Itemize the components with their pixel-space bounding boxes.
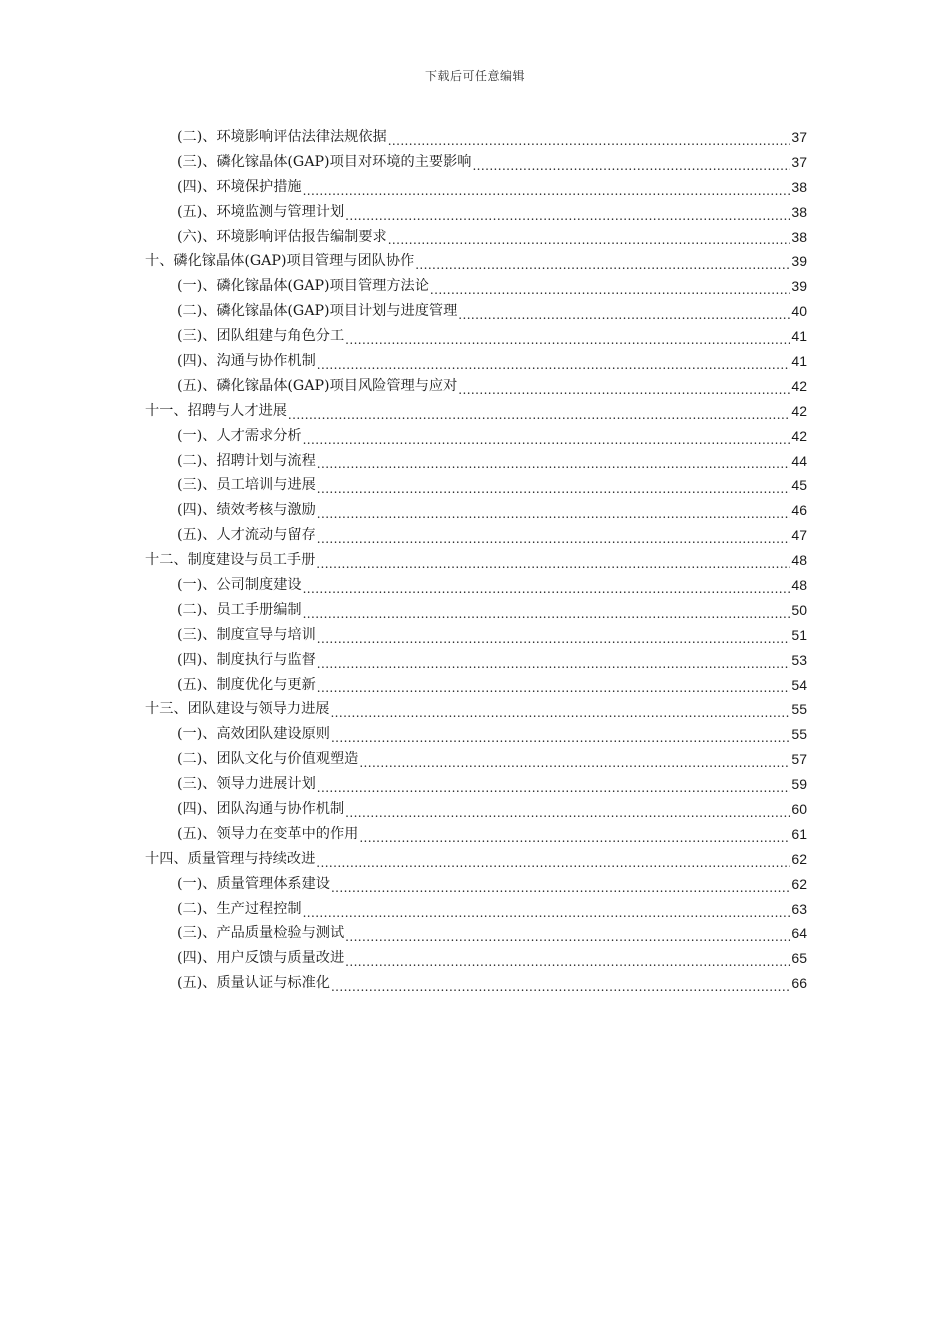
- toc-entry-title: 十四、质量管理与持续改进: [145, 850, 316, 867]
- toc-entry-page-number: 42: [791, 402, 807, 419]
- toc-entry-page-number: 55: [791, 726, 807, 743]
- toc-dot-leader: [331, 971, 790, 996]
- toc-entry[interactable]: [145, 822, 807, 847]
- toc-entry-page-number: 48: [791, 552, 807, 569]
- toc-entry-page-number: 53: [791, 651, 807, 668]
- toc-entry-page-number: 42: [791, 427, 807, 444]
- toc-entry[interactable]: [145, 797, 807, 822]
- toc-entry[interactable]: [145, 946, 807, 971]
- toc-dot-leader: [345, 797, 790, 822]
- toc-entry-page-number: 40: [791, 303, 807, 320]
- toc-dot-leader: [359, 747, 790, 772]
- toc-dot-leader: [345, 922, 790, 947]
- toc-entry-title: (五)、领导力在变革中的作用: [177, 825, 359, 842]
- toc-dot-leader: [317, 349, 791, 374]
- toc-dot-leader: [317, 498, 791, 523]
- toc-entry-title: (六)、环境影响评估报告编制要求: [177, 228, 387, 245]
- toc-entry[interactable]: [145, 399, 807, 424]
- toc-entry[interactable]: [145, 249, 807, 274]
- toc-entry[interactable]: [145, 548, 807, 573]
- toc-dot-leader: [458, 374, 790, 399]
- toc-entry-title: (四)、制度执行与监督: [177, 651, 316, 668]
- toc-entry[interactable]: [145, 449, 807, 474]
- toc-entry-page-number: 50: [791, 601, 807, 618]
- toc-entry-page-number: 65: [791, 950, 807, 967]
- toc-entry-title: (二)、生产过程控制: [177, 900, 302, 917]
- toc-entry[interactable]: [145, 722, 807, 747]
- toc-entry-title: (三)、团队组建与角色分工: [177, 328, 345, 345]
- toc-entry[interactable]: [145, 847, 807, 872]
- toc-entry[interactable]: [145, 274, 807, 299]
- toc-entry-page-number: 38: [791, 203, 807, 220]
- toc-entry-title: 十二、制度建设与员工手册: [145, 552, 316, 569]
- toc-dot-leader: [388, 225, 791, 250]
- toc-entry-title: (二)、团队文化与价值观塑造: [177, 751, 359, 768]
- toc-entry-page-number: 57: [791, 751, 807, 768]
- toc-entry-page-number: 61: [791, 825, 807, 842]
- toc-dot-leader: [331, 872, 790, 897]
- toc-entry[interactable]: [145, 374, 807, 399]
- toc-entry[interactable]: [145, 324, 807, 349]
- toc-entry-page-number: 41: [791, 328, 807, 345]
- toc-dot-leader: [317, 673, 791, 698]
- toc-entry-title: (二)、招聘计划与流程: [177, 452, 316, 469]
- toc-dot-leader: [331, 722, 790, 747]
- toc-dot-leader: [472, 150, 790, 175]
- toc-entry-page-number: 39: [791, 253, 807, 270]
- toc-dot-leader: [303, 573, 791, 598]
- toc-entry-page-number: 64: [791, 925, 807, 942]
- toc-entry-page-number: 51: [791, 626, 807, 643]
- toc-dot-leader: [317, 623, 791, 648]
- toc-dot-leader: [317, 648, 791, 673]
- toc-entry[interactable]: [145, 598, 807, 623]
- toc-dot-leader: [316, 548, 790, 573]
- toc-entry-page-number: 48: [791, 577, 807, 594]
- toc-entry[interactable]: [145, 922, 807, 947]
- toc-entry-page-number: 38: [791, 178, 807, 195]
- toc-entry[interactable]: [145, 225, 807, 250]
- toc-dot-leader: [458, 299, 790, 324]
- toc-dot-leader: [330, 697, 790, 722]
- toc-entry-title: (五)、制度优化与更新: [177, 676, 316, 693]
- toc-entry[interactable]: [145, 623, 807, 648]
- toc-entry-title: (二)、环境影响评估法律法规依据: [177, 128, 387, 145]
- toc-entry-page-number: 38: [791, 228, 807, 245]
- toc-dot-leader: [415, 249, 790, 274]
- toc-entry[interactable]: [145, 747, 807, 772]
- toc-entry[interactable]: [145, 897, 807, 922]
- toc-entry-title: (一)、人才需求分析: [177, 427, 302, 444]
- toc-entry-title: (四)、绩效考核与激励: [177, 502, 316, 519]
- toc-entry-title: (三)、员工培训与进展: [177, 477, 316, 494]
- toc-entry-title: (四)、用户反馈与质量改进: [177, 950, 345, 967]
- toc-dot-leader: [303, 424, 791, 449]
- toc-dot-leader: [317, 523, 791, 548]
- toc-entry[interactable]: [145, 175, 807, 200]
- toc-entry-title: 十一、招聘与人才进展: [145, 402, 287, 419]
- toc-entry-title: (一)、公司制度建设: [177, 577, 302, 594]
- toc-entry[interactable]: [145, 424, 807, 449]
- toc-entry-page-number: 46: [791, 502, 807, 519]
- toc-entry-page-number: 42: [791, 377, 807, 394]
- toc-entry-page-number: 41: [791, 353, 807, 369]
- toc-entry-title: (一)、磷化镓晶体(GAP)项目管理方法论: [177, 278, 429, 295]
- toc-entry-page-number: 37: [791, 153, 807, 170]
- toc-entry-title: (三)、产品质量检验与测试: [177, 925, 345, 942]
- toc-dot-leader: [317, 772, 791, 797]
- toc-entry[interactable]: [145, 573, 807, 598]
- toc-entry-title: (四)、沟通与协作机制: [177, 353, 316, 369]
- toc-entry[interactable]: [145, 473, 807, 498]
- toc-entry[interactable]: [145, 772, 807, 797]
- toc-entry[interactable]: [145, 150, 807, 175]
- toc-entry[interactable]: [145, 299, 807, 324]
- toc-entry-title: (五)、质量认证与标准化: [177, 975, 330, 992]
- toc-entry-title: (三)、磷化镓晶体(GAP)项目对环境的主要影响: [177, 153, 472, 170]
- toc-entry-page-number: 45: [791, 477, 807, 494]
- toc-entry-page-number: 62: [791, 850, 807, 867]
- toc-entry-title: (五)、磷化镓晶体(GAP)项目风险管理与应对: [177, 377, 458, 394]
- toc-entry-title: (五)、环境监测与管理计划: [177, 203, 345, 220]
- toc-entry-title: (二)、磷化镓晶体(GAP)项目计划与进度管理: [177, 303, 458, 320]
- toc-entry-title: (四)、环境保护措施: [177, 178, 302, 195]
- toc-dot-leader: [317, 473, 791, 498]
- toc-entry[interactable]: [145, 697, 807, 722]
- toc-dot-leader: [303, 175, 791, 200]
- toc-dot-leader: [316, 847, 790, 872]
- toc-entry-page-number: 37: [791, 128, 807, 145]
- toc-entry-page-number: 55: [791, 701, 807, 718]
- toc-entry[interactable]: [145, 523, 807, 548]
- toc-entry[interactable]: [145, 498, 807, 523]
- toc-entry[interactable]: [145, 872, 807, 897]
- toc-entry-page-number: 39: [791, 278, 807, 295]
- toc-entry[interactable]: [145, 648, 807, 673]
- toc-entry[interactable]: [145, 971, 807, 996]
- toc-entry-title: (一)、质量管理体系建设: [177, 875, 330, 892]
- toc-entry-page-number: 59: [791, 776, 807, 793]
- toc-entry[interactable]: [145, 349, 807, 374]
- toc-entry-page-number: 63: [791, 900, 807, 917]
- toc-entry-page-number: 44: [791, 452, 807, 469]
- toc-entry-page-number: 47: [791, 527, 807, 544]
- toc-entry-page-number: 66: [791, 975, 807, 992]
- toc-entry[interactable]: [145, 200, 807, 225]
- toc-entry-title: (一)、高效团队建设原则: [177, 726, 330, 743]
- toc-entry-title: (四)、团队沟通与协作机制: [177, 801, 345, 818]
- toc-entry-title: (三)、领导力进展计划: [177, 776, 316, 793]
- toc-entry-title: (二)、员工手册编制: [177, 601, 302, 618]
- toc-dot-leader: [317, 449, 791, 474]
- table-of-contents: [145, 125, 807, 996]
- toc-entry-title: 十三、团队建设与领导力进展: [145, 701, 330, 718]
- toc-dot-leader: [303, 598, 791, 623]
- toc-entry[interactable]: [145, 673, 807, 698]
- toc-dot-leader: [430, 274, 791, 299]
- toc-entry-page-number: 54: [791, 676, 807, 693]
- page-header: 下载后可任意编辑: [424, 69, 525, 83]
- toc-entry-page-number: 62: [791, 875, 807, 892]
- toc-entry-title: (五)、人才流动与留存: [177, 527, 316, 544]
- toc-dot-leader: [345, 946, 790, 971]
- toc-dot-leader: [388, 125, 791, 150]
- toc-entry-page-number: 60: [791, 801, 807, 818]
- toc-dot-leader: [288, 399, 791, 424]
- toc-entry-title: (三)、制度宣导与培训: [177, 626, 316, 643]
- toc-dot-leader: [345, 324, 790, 349]
- toc-dot-leader: [359, 822, 790, 847]
- toc-entry-title: 十、磷化镓晶体(GAP)项目管理与团队协作: [145, 253, 415, 270]
- toc-dot-leader: [303, 897, 791, 922]
- toc-entry[interactable]: [145, 125, 807, 150]
- toc-dot-leader: [345, 200, 790, 225]
